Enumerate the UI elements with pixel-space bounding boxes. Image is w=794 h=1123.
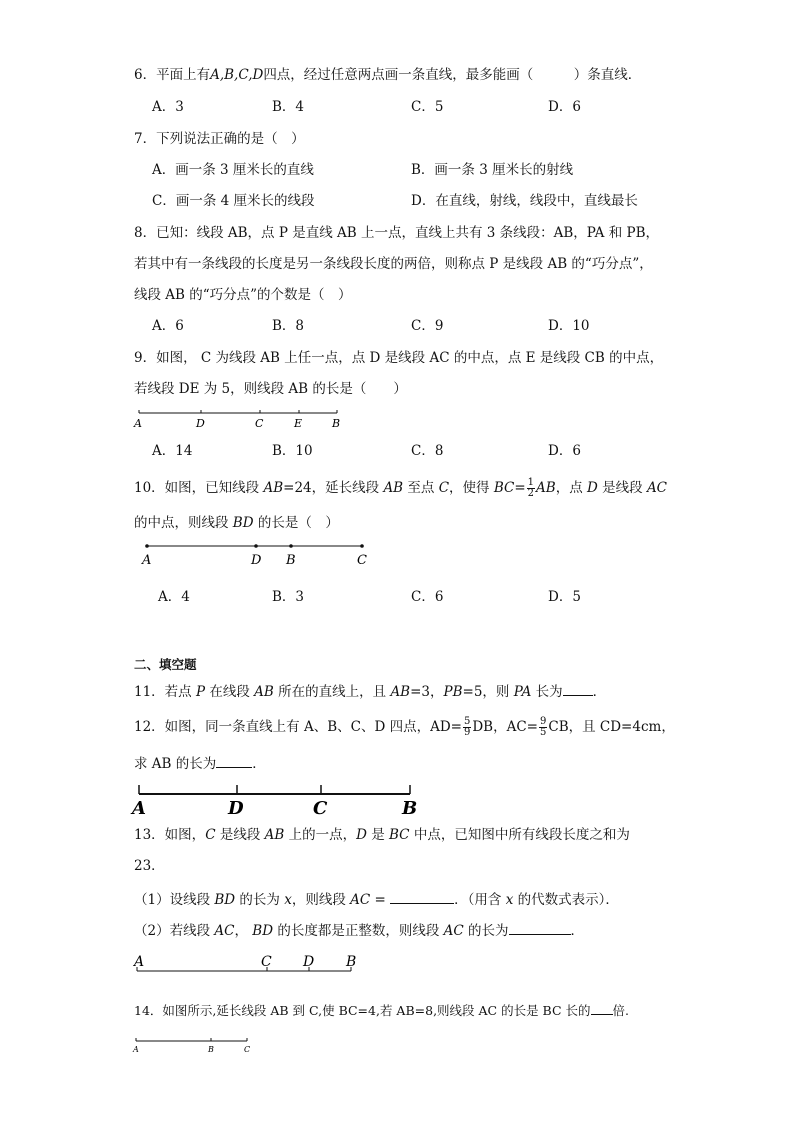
q13-label-d: D [303, 954, 315, 970]
q12-stem-line1: 12．如图，同一条直线上有 A、B、C、D 四点，AD= $\frac{5}{9}$ DB，AC= $\frac{9}{5}$ CB，且 CD=4cm， [134, 716, 675, 738]
q12-label-d: D [228, 798, 244, 819]
q11-stem: 11．若点 P 在线段 AB 所在的直线上，且 AB=3，PB=5，则 PA 长为 ． [134, 681, 606, 701]
q9-stem-line1: 9．如图， C 为线段 AB 上任一点，点 D 是线段 AC 的中点，点 E 是线段 CB 的中点， [134, 350, 664, 366]
q7-stem: 7．下列说法正确的是（ ） [134, 131, 305, 147]
q10-option-d[interactable]: D．5 [548, 589, 581, 605]
q9-label-d: D [196, 417, 205, 430]
q7-option-b[interactable]: B．画一条 3 厘米长的射线 [411, 162, 574, 178]
q13-label-a: A [134, 954, 145, 970]
q9-option-d[interactable]: D．6 [548, 443, 581, 459]
q10-option-b[interactable]: B．3 [272, 589, 305, 605]
q13-sub2: （2）若线段 AC， BD 的长度都是正整数，则线段 AC 的长为 ． [134, 920, 584, 940]
q6-option-b[interactable]: B．4 [272, 99, 305, 115]
q8-option-b[interactable]: B．8 [272, 318, 305, 334]
q12-label-a: A [132, 798, 146, 819]
q10-stem-line2: 的中点，则线段 BD 的长是（ ） [134, 515, 339, 531]
q8-stem-line1: 8．已知：线段 AB，点 P 是直线 AB 上一点，直线上共有 3 条线段：AB，PA 和 PB， [134, 225, 659, 241]
q13-stem-line1: 13．如图，C 是线段 AB 上的一点，D 是 BC 中点，已知图中所有线段长度之和为 [134, 827, 630, 843]
q9-label-b: B [332, 417, 341, 430]
q13-sub1: （1）设线段 BD 的长为 x，则线段 AC = ．（用含 x 的代数式表示）． [134, 889, 619, 909]
q14-label-a: A [133, 1045, 139, 1054]
q14-label-c: C [244, 1045, 251, 1054]
q8-option-a[interactable]: A．6 [152, 318, 184, 334]
q12-stem-line2: 求 AB 的长为 ． [134, 753, 266, 773]
q13-label-b: B [346, 954, 357, 970]
q14-stem: 14．如图所示,延长线段 AB 到 C,使 BC=4,若 AB=8,则线段 AC 的长是 BC 长的 倍. [134, 1000, 629, 1020]
q9-option-c[interactable]: C．8 [411, 443, 444, 459]
q6-option-d[interactable]: D．6 [548, 99, 581, 115]
q6-option-a[interactable]: A．3 [152, 99, 184, 115]
q7-option-a[interactable]: A．画一条 3 厘米长的直线 [152, 162, 314, 178]
q10-fraction: $\frac{1}{2}$ [527, 477, 535, 499]
q8-option-c[interactable]: C．9 [411, 318, 444, 334]
q9-option-b[interactable]: B．10 [272, 443, 313, 459]
q8-stem-line3: 线段 AB 的“巧分点”的个数是（ ） [134, 287, 352, 303]
q8-stem-line2: 若其中有一条线段的长度是另一条线段长度的两倍，则称点 P 是线段 AB 的“巧分点”， [134, 256, 653, 272]
q13-stem-line2: 23． [134, 858, 165, 874]
q9-label-c: C [255, 417, 264, 430]
q9-stem-line2: 若线段 DE 为 5，则线段 AB 的长是（ ） [134, 381, 407, 397]
q9-option-a[interactable]: A．14 [152, 443, 193, 459]
q9-label-e: E [294, 417, 303, 430]
q8-option-d[interactable]: D．10 [548, 318, 590, 334]
section-heading: 二、填空题 [134, 657, 197, 672]
q14-label-b: B [208, 1045, 214, 1054]
q10-label-a: A [142, 553, 152, 568]
q10-option-a[interactable]: A．4 [158, 589, 190, 605]
q12-label-c: C [313, 798, 328, 819]
q10-option-c[interactable]: C．6 [411, 589, 444, 605]
q7-option-d[interactable]: D．在直线，射线，线段中，直线最长 [411, 193, 638, 209]
q10-label-c: C [357, 553, 367, 568]
q7-option-c[interactable]: C．画一条 4 厘米长的线段 [152, 193, 315, 209]
q12-label-b: B [402, 798, 418, 819]
q12-fraction-2: $\frac{9}{5}$ [539, 716, 547, 738]
q9-label-a: A [134, 417, 142, 430]
q10-label-d: D [251, 553, 262, 568]
q10-stem-line1: 10．如图，已知线段 AB=24，延长线段 AB 至点 C，使得 BC= $\frac{1}{2}$ AB，点 D 是线段 AC [134, 477, 668, 499]
q10-label-b: B [286, 553, 296, 568]
q6-option-c[interactable]: C．5 [411, 99, 444, 115]
q13-label-c: C [261, 954, 272, 970]
q6-stem: 6．平面上有A,B,C,D四点，经过任意两点画一条直线，最多能画（ ）条直线． [134, 67, 642, 83]
q12-fraction-1: $\frac{5}{9}$ [463, 716, 471, 738]
